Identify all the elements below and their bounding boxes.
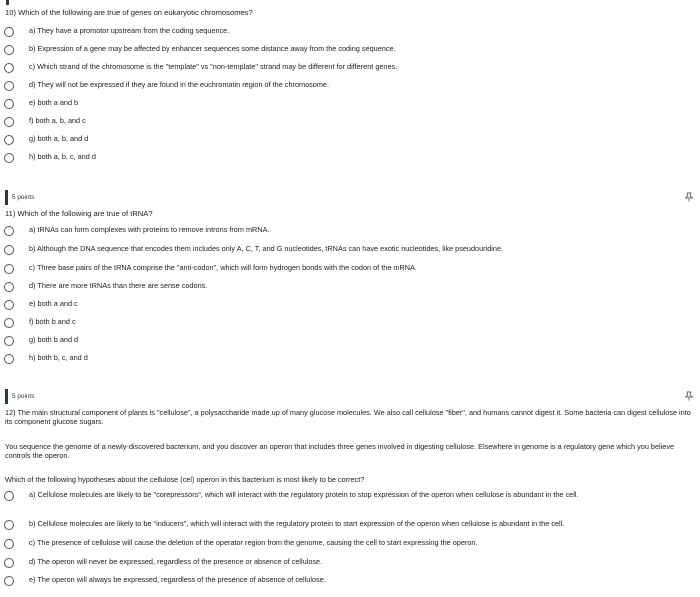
q10-option-f[interactable] xyxy=(4,116,696,128)
q10-option-b[interactable] xyxy=(4,44,696,56)
option-label: e) both a and b xyxy=(29,98,79,107)
q12-option-a[interactable] xyxy=(4,490,696,512)
radio-button[interactable] xyxy=(4,99,14,109)
q12-option-e[interactable] xyxy=(4,575,696,587)
option-label: c) Which strand of the chromosome is the "template" vs "non-template" strand may be different for different genes. xyxy=(29,62,398,71)
option-label: b) Expression of a gene may be affected by enhancer sequences some distance away from the coding sequence. xyxy=(29,44,396,53)
option-label: d) They will not be expressed if they are found in the euchromatin region of the chromosome. xyxy=(29,80,330,89)
q12-text: 12) The main structural component of plants is "cellulose", a polysaccharide made up of many glucose molecules. We also call cellulose "fiber", and humans cannot digest it. Some bacteria can digest cellulose into its component glucose sugars. xyxy=(5,408,691,426)
option-label: a) Cellulose molecules are likely to be "corepressors", which will interact with the regulatory protein to stop expression of the operon when cellulose is abundant in the cell. xyxy=(29,490,579,499)
radio-button[interactable] xyxy=(4,117,14,127)
q10-option-c[interactable] xyxy=(4,62,696,74)
q10-option-d[interactable] xyxy=(4,80,696,92)
radio-button[interactable] xyxy=(4,226,14,236)
option-label: h) both a, b, c, and d xyxy=(29,152,96,161)
q12-option-c[interactable] xyxy=(4,538,696,550)
radio-button[interactable] xyxy=(4,576,14,586)
pin-icon[interactable] xyxy=(684,391,694,401)
radio-button[interactable] xyxy=(4,45,14,55)
q11-option-a[interactable] xyxy=(4,225,696,237)
q11-option-c[interactable] xyxy=(4,263,696,275)
radio-button[interactable] xyxy=(4,264,14,274)
option-label: f) both b and c xyxy=(29,317,76,326)
option-label: c) The presence of cellulose will cause the deletion of the operator region from the genome, causing the cell to start expressing the operon. xyxy=(29,538,478,547)
q11-option-g[interactable] xyxy=(4,335,696,347)
q10-option-g[interactable] xyxy=(4,134,696,146)
points-label: 5 points xyxy=(12,194,35,201)
q10-option-e[interactable] xyxy=(4,98,696,110)
radio-button[interactable] xyxy=(4,318,14,328)
radio-button[interactable] xyxy=(4,63,14,73)
question-header-bar xyxy=(6,0,9,5)
option-label: g) both b and d xyxy=(29,335,79,344)
radio-button[interactable] xyxy=(4,282,14,292)
radio-button[interactable] xyxy=(4,245,14,255)
q10-option-h[interactable] xyxy=(4,152,696,164)
q10-option-a[interactable] xyxy=(4,26,696,38)
radio-button[interactable] xyxy=(4,558,14,568)
radio-button[interactable] xyxy=(4,153,14,163)
option-label: d) The operon will never be expressed, regardless of the presence or absence of cellulose. xyxy=(29,557,323,566)
radio-button[interactable] xyxy=(4,135,14,145)
radio-button[interactable] xyxy=(4,81,14,91)
q12-prompt: Which of the following hypotheses about the cellulose (cel) operon in this bacterium is most likely to be correct? xyxy=(5,475,365,484)
q11-option-b[interactable] xyxy=(4,244,696,256)
q12-option-b[interactable] xyxy=(4,519,696,531)
radio-button[interactable] xyxy=(4,300,14,310)
option-label: d) There are more tRNAs than there are sense codons. xyxy=(29,281,208,290)
points-label: 5 points xyxy=(12,393,35,400)
option-label: e) both a and c xyxy=(29,299,78,308)
radio-button[interactable] xyxy=(4,539,14,549)
radio-button[interactable] xyxy=(4,27,14,37)
q11-text: 11) Which of the following are true of tRNA? xyxy=(5,209,153,218)
option-label: h) both b, c, and d xyxy=(29,353,88,362)
q12-option-d[interactable] xyxy=(4,557,696,569)
option-label: f) both a, b, and c xyxy=(29,116,86,125)
option-label: a) tRNAs can form complexes with proteins to remove introns from mRNA. xyxy=(29,225,270,234)
radio-button[interactable] xyxy=(4,336,14,346)
q10-text: 10) Which of the following are true of genes on eukaryotic chromosomes? xyxy=(5,8,253,17)
pin-icon[interactable] xyxy=(684,192,694,202)
q11-option-e[interactable] xyxy=(4,299,696,311)
option-label: a) They have a promotor upstream from the coding sequence. xyxy=(29,26,230,35)
option-label: g) both a, b, and d xyxy=(29,134,89,143)
q11-points-badge xyxy=(5,190,34,205)
q11-option-d[interactable] xyxy=(4,281,696,293)
radio-button[interactable] xyxy=(4,354,14,364)
option-label: b) Although the DNA sequence that encodes them includes only A, C, T, and G nucleotides, tRNAs can have exotic nucleotides, like pseudouridine. xyxy=(29,244,504,253)
q12-scenario: You sequence the genome of a newly-discovered bacterium, and you discover an operon that includes three genes involved in digesting cellulose. Elsewhere in genome is a regulatory gene which you believe controls the operon. xyxy=(5,442,675,460)
radio-button[interactable] xyxy=(4,491,14,501)
radio-button[interactable] xyxy=(4,520,14,530)
q12-points-badge xyxy=(5,389,34,404)
q11-option-f[interactable] xyxy=(4,317,696,329)
option-label: b) Cellulose molecules are likely to be "inducers", which will interact with the regulatory protein to start expression of the operon when cellulose is abundant in the cell. xyxy=(29,519,565,528)
q11-option-h[interactable] xyxy=(4,353,696,365)
option-label: c) Three base pairs of the tRNA comprise the "anti-codon", which will form hydrogen bonds with the codon of the mRNA. xyxy=(29,263,417,272)
option-label: e) The operon will always be expressed, regardless of the presence of absence of cellulose. xyxy=(29,575,326,584)
